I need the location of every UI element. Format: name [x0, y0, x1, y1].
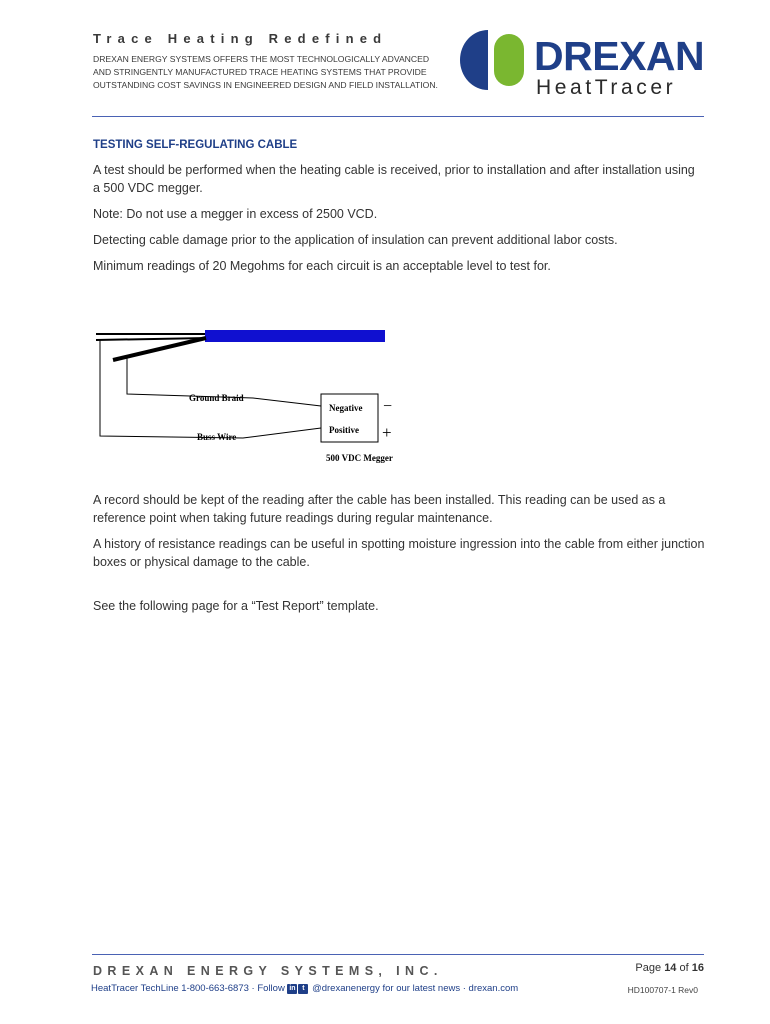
section-content-top: [93, 139, 705, 283]
blurb-line: OUTSTANDING COST SAVINGS IN ENGINEERED DESIGN AND FIELD INSTALLATION.: [93, 80, 438, 90]
logo-mark-icon: [458, 28, 528, 92]
heating-cable-jacket: [205, 330, 385, 342]
buss-wire-label: Buss Wire: [197, 432, 237, 442]
logo-wordmark: DREXAN: [534, 33, 705, 79]
footer-rule: [92, 954, 704, 955]
page-number: [635, 962, 704, 974]
paragraph: Minimum readings of 20 Megohms for each circuit is an acceptable level to test for.: [93, 259, 551, 273]
page-total: 16: [691, 962, 704, 974]
blurb-line: AND STRINGENTLY MANUFACTURED TRACE HEATING SYSTEMS THAT PROVIDE: [93, 67, 427, 77]
paragraph: A history of resistance readings can be useful in spotting moisture ingression into the cable from either junction boxes or physical damage to the cable.: [93, 537, 705, 569]
megger-label: 500 VDC Megger: [326, 453, 393, 463]
contact-social-handle: @drexanenergy for our latest news · drexan.com: [312, 983, 519, 994]
header-tagline: Trace Heating Redefined: [93, 31, 388, 46]
closing-note: See the following page for a “Test Report” template.: [93, 599, 379, 613]
blurb-line: DREXAN ENERGY SYSTEMS OFFERS THE MOST TECHNOLOGICALLY ADVANCED: [93, 54, 430, 64]
twitter-icon[interactable]: t: [298, 984, 308, 994]
page-of: of: [679, 962, 689, 974]
paragraph: A record should be kept of the reading after the cable has been installed. This reading can be used as a reference point when taking future readings during regular maintenance.: [93, 493, 666, 525]
contact-techline: HeatTracer TechLine 1-800-663-6873 · Follow: [91, 983, 285, 994]
paragraph: Note: Do not use a megger in excess of 2500 VCD.: [93, 207, 378, 221]
paragraph: Detecting cable damage prior to the application of insulation can prevent additional labor costs.: [93, 233, 618, 247]
header-blurb: [93, 53, 438, 92]
footer-company-name: DREXAN ENERGY SYSTEMS, INC.: [93, 964, 443, 978]
logo-blue-half: [460, 30, 488, 90]
paragraph: A test should be performed when the heating cable is received, prior to installation and after installation using a 500 VDC megger.: [93, 163, 695, 195]
megger-wiring-diagram: [93, 322, 423, 470]
negative-label: Negative: [329, 403, 363, 413]
page-label: Page: [635, 962, 662, 974]
minus-sign: −: [383, 398, 393, 415]
footer-contact: [91, 983, 518, 994]
header-rule: [92, 116, 704, 117]
ground-braid-wire: [113, 338, 206, 360]
drexan-logo: [458, 28, 708, 104]
section-title: TESTING SELF-REGULATING CABLE: [93, 139, 298, 151]
ground-braid-label: Ground Braid: [189, 393, 244, 403]
document-code: HD100707-1 Rev0: [627, 985, 698, 995]
plus-sign: +: [382, 423, 392, 442]
page-current: 14: [664, 962, 677, 974]
linkedin-icon[interactable]: in: [289, 984, 296, 992]
section-content-bottom: [93, 491, 705, 623]
logo-green-half: [494, 34, 524, 86]
logo-subtitle: HeatTracer: [536, 76, 677, 99]
positive-label: Positive: [329, 425, 359, 435]
